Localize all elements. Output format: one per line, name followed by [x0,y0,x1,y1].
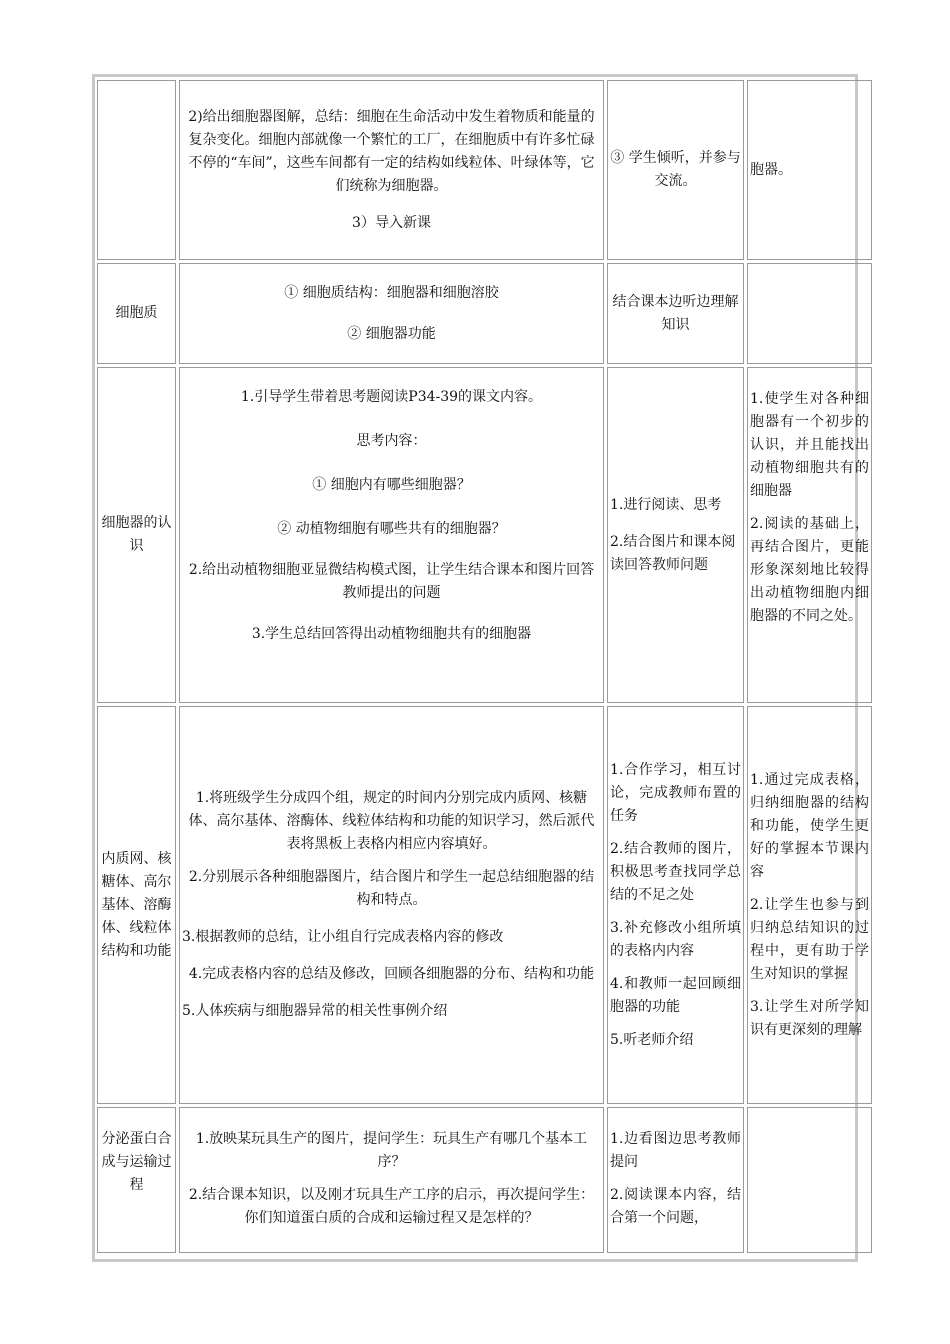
paragraph: 1.通过完成表格，归纳细胞器的结构和功能，使学生更好的掌握本节课内容 [750,771,869,880]
paragraph: 4.完成表格内容的总结及修改，回顾各细胞器的分布、结构和功能 [188,966,595,982]
student-activity-cell [607,706,744,1104]
teacher-activity-cell [179,263,604,364]
stage-cell: 内质网、核糖体、高尔基体、溶酶体、线粒体结构和功能 [97,706,176,1104]
paragraph: 2.结合教师的图片，积极思考查找同学总结的不足之处 [610,840,741,903]
student-activity-cell [607,263,744,364]
purpose-cell [747,263,872,364]
teacher-activity-cell [179,367,604,703]
purpose-cell [747,1107,872,1253]
paragraph: ① 细胞内有哪些细胞器？ [312,477,471,493]
paragraph: ③ 学生倾听，并参与交流。 [610,150,741,189]
stage-cell: 分泌蛋白合成与运输过程 [97,1107,176,1253]
paragraph: 1.合作学习，相互讨论，完成教师布置的任务 [610,761,741,824]
paragraph: ② 细胞器功能 [347,325,436,342]
lesson-plan-table [94,77,875,1256]
table-row [97,706,872,1104]
paragraph: ① 细胞质结构：细胞器和细胞溶胶 [284,284,499,301]
student-activity-cell [607,367,744,703]
paragraph: 2)给出细胞器图解，总结：细胞在生命活动中发生着物质和能量的复杂变化。细胞内部就像一个繁忙的工厂，在细胞质中有许多忙碌不停的“车间”，这些车间都有一定的结构如线粒体、叶绿体等，它们统称为细胞器。 [188,108,595,194]
paragraph: 3.让学生对所学知识有更深刻的理解 [750,998,869,1038]
paragraph: 2.结合图片和课本阅读回答教师问题 [610,533,736,573]
paragraph: 4.和教师一起回顾细胞器的功能 [610,975,741,1015]
paragraph: 2.结合课本知识，以及刚才玩具生产工序的启示，再次提问学生：你们知道蛋白质的合成和运输过程又是怎样的？ [188,1187,595,1226]
paragraph: 1.进行阅读、思考 [610,496,722,513]
paragraph: 1.放映某玩具生产的图片，提问学生：玩具生产有哪几个基本工序？ [195,1131,588,1170]
paragraph: 2.分别展示各种细胞器图片，结合图片和学生一起总结细胞器的结构和特点。 [188,869,595,908]
stage-cell [97,80,176,260]
paragraph: 胞器。 [750,161,792,178]
paragraph: 3）导入新课 [352,214,431,231]
paragraph: 思考内容： [356,433,427,449]
paragraph: 3.学生总结回答得出动植物细胞共有的细胞器 [251,626,532,642]
paragraph: 结合课本边听边理解知识 [612,293,739,333]
paragraph: 2.阅读课本内容，结合第一个问题， [610,1187,741,1226]
teacher-activity-cell [179,80,604,260]
paragraph: 1.将班级学生分成四个组，规定的时间内分别完成内质网、核糖体、高尔基体、溶酶体、线粒体结构和功能的知识学习，然后派代表将黑板上表格内相应内容填好。 [188,790,595,852]
paragraph: 3.补充修改小组所填的表格内内容 [610,919,741,959]
paragraph: 5.听老师介绍 [610,1031,694,1048]
purpose-cell [747,706,872,1104]
paragraph: 2.给出动植物细胞亚显微结构模式图，让学生结合课本和图片回答教师提出的问题 [188,562,595,601]
paragraph: 5.人体疾病与细胞器异常的相关性事例介绍 [182,1003,448,1019]
paragraph: 3.根据教师的总结，让小组自行完成表格内容的修改 [182,929,504,945]
stage-cell: 细胞器的认识 [97,367,176,703]
paragraph: 2.阅读的基础上，再结合图片，更能形象深刻地比较得出动植物细胞内细胞器的不同之处。 [750,516,869,624]
table-row [97,263,872,364]
stage-cell: 细胞质 [97,263,176,364]
paragraph: 1.边看图边思考教师提问 [610,1131,741,1170]
teacher-activity-cell [179,1107,604,1253]
table-row [97,1107,872,1253]
table-row [97,367,872,703]
paragraph: 2.让学生也参与到归纳总结知识的过程中，更有助于学生对知识的掌握 [750,896,869,982]
table-row [97,80,872,260]
paragraph: 1.使学生对各种细胞器有一个初步的认识，并且能找出动植物细胞共有的细胞器 [750,391,869,499]
student-activity-cell [607,80,744,260]
paragraph: ② 动植物细胞有哪些共有的细胞器？ [277,521,506,537]
purpose-cell [747,367,872,703]
student-activity-cell [607,1107,744,1253]
teacher-activity-cell [179,706,604,1104]
purpose-cell [747,80,872,260]
paragraph: 1.引导学生带着思考题阅读P34-39的课文内容。 [240,389,543,405]
